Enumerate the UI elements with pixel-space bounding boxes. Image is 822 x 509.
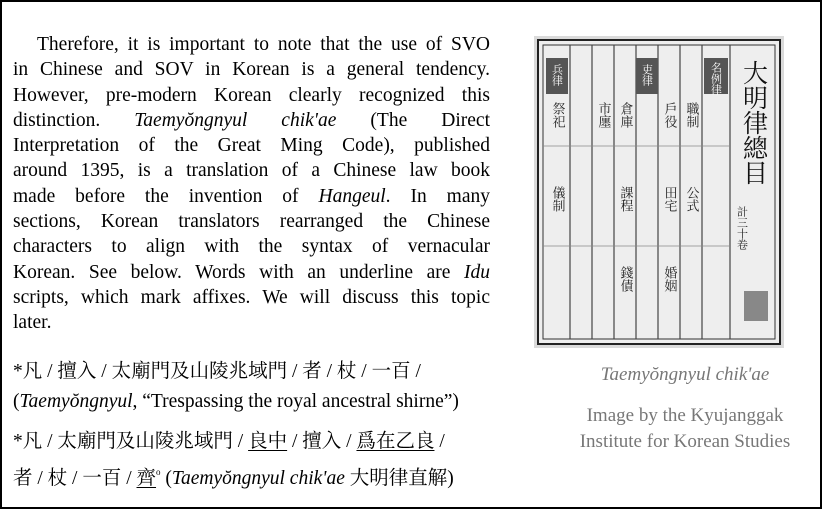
idu-underline-1: 良中 [248, 431, 288, 452]
example-1-gloss: (Taemyŏngnyul, “Trespassing the royal ancestral shirne”) [13, 391, 459, 412]
example-1-chinese: *凡 / 擅入 / 太廟門及山陵兆域門 / 者 / 杖 / 一百 / [13, 361, 421, 382]
image-credit: Image by the Kyujanggak Institute for Korean Studies [579, 405, 791, 452]
example-2-line-2: 者 / 杖 / 一百 / 齊$^o$ (Taemyŏngnyul chik'ae 大明律直解) [13, 467, 454, 489]
manuscript-count: 計三十卷 [735, 206, 749, 250]
idu-underline-3: 齊 [136, 468, 157, 489]
idu-italic: Idu [464, 261, 490, 283]
example-2-line-1: *凡 / 太廟門及山陵兆域門 / 良中 / 擅入 / 爲在乙良 / [13, 431, 445, 452]
example-sentence-2 [13, 427, 454, 494]
manuscript-heading-right: 名例律 [709, 62, 723, 95]
paragraph-line: made before the invention of Hangeul. In many [13, 185, 490, 207]
manuscript-entry: 市廛 [595, 102, 611, 128]
manuscript-entry: 課程 [617, 186, 633, 212]
manuscript-entry: 祭祀 [549, 102, 565, 128]
example-sentence-1 [13, 357, 459, 417]
example-2-title: Taemyŏngnyul chik'ae [171, 468, 345, 489]
paragraph-line: Therefore, it is important to note that the use of SVO [37, 34, 490, 55]
paragraph-line: scripts, which mark affixes. We will discuss this topic [13, 286, 490, 308]
manuscript-heading-mid: 吏律 [640, 64, 654, 86]
paragraph-line: However, pre-modern Korean clearly recognized this [13, 84, 490, 106]
example-1-title: Taemyŏngnyul [19, 391, 133, 412]
manuscript-entry: 戶役 [661, 102, 677, 128]
manuscript-entry: 倉庫 [617, 102, 633, 128]
paragraph-line: Interpretation of the Great Ming Code), published [13, 135, 490, 157]
hangeul-italic: Hangeul [318, 185, 386, 207]
manuscript-entry: 職制 [683, 102, 699, 128]
paragraph-line: sections, Korean translators rearranged the Chinese [13, 211, 490, 233]
paragraph-line: in Chinese and SOV in Korean is a general tendency. [13, 59, 490, 81]
circle-mark: o [156, 467, 161, 477]
manuscript-image [534, 36, 784, 348]
manuscript-entry: 錢債 [617, 266, 633, 292]
paragraph-line: characters to align with the syntax of vernacular [13, 236, 490, 258]
manuscript-heading-left: 兵律 [550, 64, 564, 86]
paragraph-line: Korean. See below. Words with an underline are Idu [13, 261, 490, 283]
paragraph-line: around 1395, is a translation of a Chinese law book [13, 160, 490, 182]
paragraph-line: later. [13, 312, 52, 334]
title-italic: Taemyŏngnyul chik'ae [134, 109, 337, 131]
manuscript-entry: 婚姻 [661, 266, 677, 292]
manuscript-title: 大明律總目 [739, 60, 769, 185]
body-paragraph [13, 32, 490, 336]
manuscript-entry: 儀制 [549, 186, 565, 212]
image-caption-title: Taemyŏngnyul chik'ae [600, 364, 770, 385]
manuscript-entry: 公式 [683, 186, 699, 212]
manuscript-entry: 田宅 [661, 186, 677, 212]
idu-underline-2: 爲在乙良 [356, 431, 435, 452]
paragraph-line: distinction. Taemyŏngnyul chik'ae (The Direct [13, 109, 490, 131]
